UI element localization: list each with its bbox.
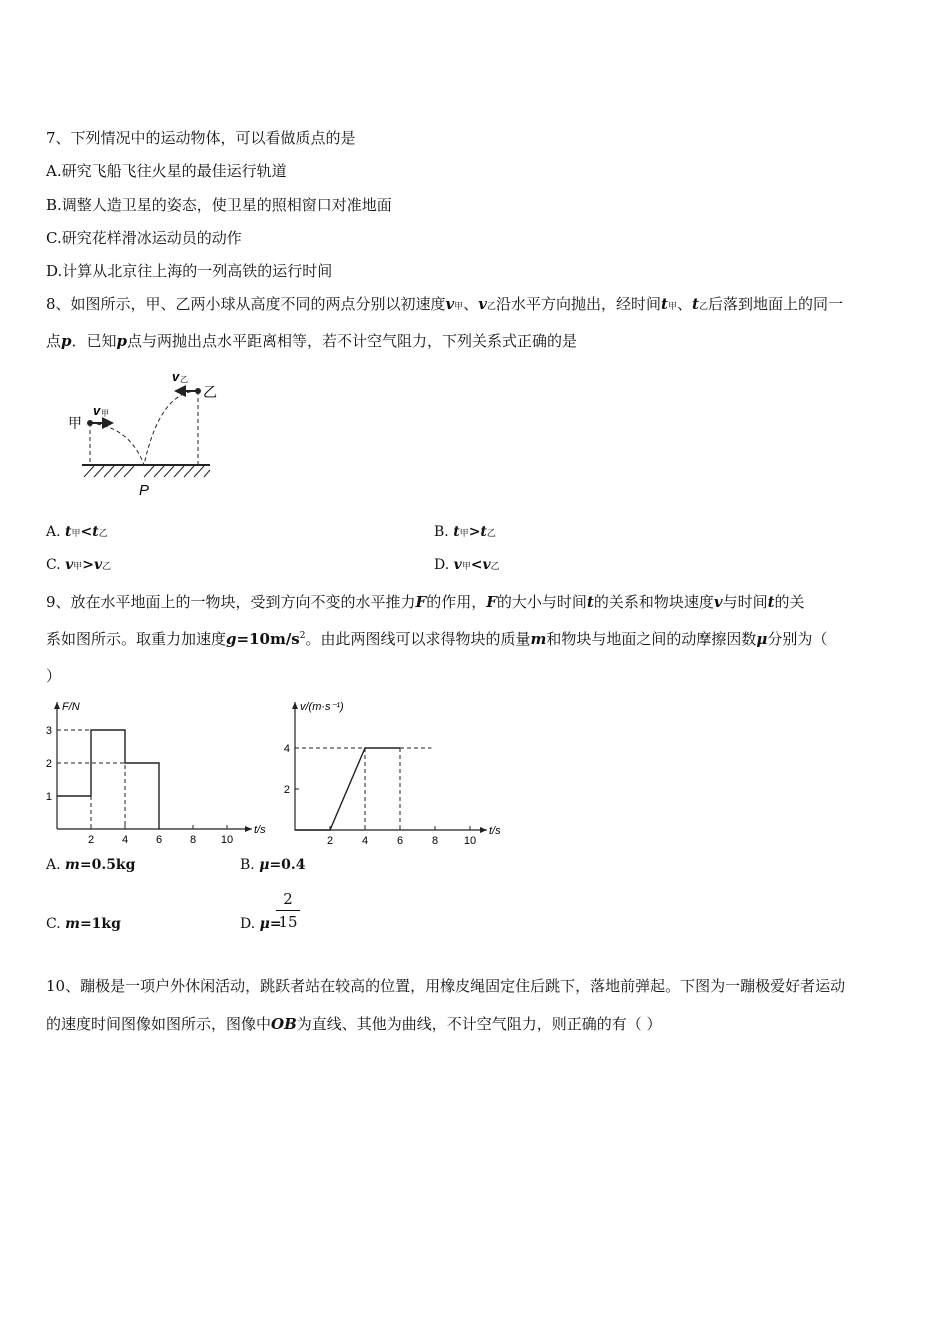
x-tick-label: 8 bbox=[431, 835, 439, 847]
q8-option-d: D. v甲<v乙 bbox=[434, 557, 500, 573]
series-line bbox=[295, 748, 400, 830]
q8-option-c: C. v甲>v乙 bbox=[46, 557, 112, 573]
q8-option-a: A. t甲<t乙 bbox=[46, 524, 108, 540]
fraction-numerator: 2 bbox=[283, 890, 293, 908]
data-point bbox=[56, 795, 57, 796]
q8-stem-line2: 点p．已知p点与两抛出点水平距离相等，若不计空气阻力，下列关系式正确的是 bbox=[46, 332, 578, 350]
q8-projectile-figure bbox=[60, 365, 230, 500]
q9-option-d: D. μ= bbox=[240, 916, 282, 932]
q10-stem-line1: 10、蹦极是一项户外休闲活动，跳跃者站在较高的位置，用橡皮绳固定住后跳下，落地前弹起。下图为一蹦极爱好者运动 bbox=[46, 977, 846, 995]
q9-stem-line3: ） bbox=[46, 667, 62, 685]
fraction-bar bbox=[276, 910, 300, 911]
data-point bbox=[364, 747, 365, 748]
data-point bbox=[294, 829, 295, 830]
data-point bbox=[124, 762, 125, 763]
q9-stem-line2: 系如图所示。取重力加速度$g=10m/s^2$。由此两图线可以求得物块的质量m和物块与地面之间的动摩擦因数μ分别为（ bbox=[46, 630, 828, 648]
q9-stem-line1: 9、放在水平地面上的一物块，受到方向不变的水平推力F的作用，F的大小与时间t的关系和物块速度v与时间t的关 bbox=[46, 593, 805, 611]
q9-option-d-fraction bbox=[276, 890, 300, 931]
ground-hatching bbox=[84, 466, 210, 477]
x-tick-label: 6 bbox=[155, 834, 163, 846]
x-axis-label: t/s bbox=[489, 825, 501, 837]
data-point bbox=[90, 729, 91, 730]
q7-option-a: A.研究飞船飞往火星的最佳运行轨道 bbox=[46, 162, 287, 180]
y-tick-label: 2 bbox=[283, 784, 290, 796]
x-axis-arrow bbox=[245, 826, 252, 832]
q9-option-c: C. m=1kg bbox=[46, 916, 121, 932]
q9-option-a: A. m=0.5kg bbox=[46, 857, 136, 873]
x-tick-label: 4 bbox=[361, 835, 369, 847]
x-tick-label: 4 bbox=[121, 834, 129, 846]
x-axis-arrow bbox=[480, 827, 487, 833]
x-axis-label: t/s bbox=[254, 824, 266, 836]
y-axis-arrow bbox=[54, 702, 60, 709]
data-point bbox=[90, 795, 91, 796]
data-point bbox=[124, 729, 125, 730]
label-vjia-sub: 甲 bbox=[101, 409, 109, 418]
velocity-time-chart bbox=[282, 696, 507, 848]
y-tick-label: 4 bbox=[283, 743, 290, 755]
y-axis-label: F/N bbox=[62, 701, 80, 713]
data-point bbox=[399, 747, 400, 748]
label-p: P bbox=[139, 482, 150, 499]
x-tick-label: 10 bbox=[463, 835, 477, 847]
q7-option-c: C.研究花样滑冰运动员的动作 bbox=[46, 229, 242, 247]
data-point bbox=[329, 829, 330, 830]
label-vyi-sub: 乙 bbox=[180, 375, 188, 384]
label-yi: 乙 bbox=[203, 384, 217, 400]
q9-option-b: B. μ=0.4 bbox=[240, 857, 306, 873]
q8-option-b: B. t甲>t乙 bbox=[434, 524, 496, 540]
data-point bbox=[158, 762, 159, 763]
x-tick-label: 2 bbox=[87, 834, 95, 846]
q7-option-d: D.计算从北京往上海的一列高铁的运行时间 bbox=[46, 262, 333, 280]
y-tick-label: 3 bbox=[45, 725, 52, 737]
q8-stem-line1: 8、如图所示，甲、乙两小球从高度不同的两点分别以初速度v甲、v乙沿水平方向抛出，经时间t甲、t乙后落到地面上的同一 bbox=[46, 295, 843, 313]
jia-trajectory bbox=[90, 423, 144, 465]
x-tick-label: 6 bbox=[396, 835, 404, 847]
q10-stem-line2: 的速度时间图像如图所示，图像中OB为直线、其他为曲线，不计空气阻力，则正确的有（ ） bbox=[46, 1015, 662, 1033]
y-axis-label: v/(m·s⁻¹) bbox=[300, 701, 344, 713]
y-tick-label: 1 bbox=[45, 791, 52, 803]
fraction-denominator: 15 bbox=[278, 913, 298, 931]
label-vyi: v bbox=[172, 369, 180, 384]
x-tick-label: 10 bbox=[220, 834, 234, 846]
x-tick-label: 2 bbox=[326, 835, 334, 847]
force-time-chart bbox=[40, 696, 270, 848]
y-axis-arrow bbox=[292, 702, 298, 709]
y-tick-label: 2 bbox=[45, 758, 52, 770]
data-point bbox=[158, 828, 159, 829]
label-vjia: v bbox=[93, 403, 101, 418]
q7-stem: 7、下列情况中的运动物体，可以看做质点的是 bbox=[46, 129, 356, 147]
label-jia: 甲 bbox=[68, 415, 82, 431]
series-line bbox=[57, 730, 159, 829]
q7-option-b: B.调整人造卫星的姿态，使卫星的照相窗口对准地面 bbox=[46, 196, 392, 214]
x-tick-label: 8 bbox=[189, 834, 197, 846]
yi-trajectory bbox=[144, 391, 198, 465]
